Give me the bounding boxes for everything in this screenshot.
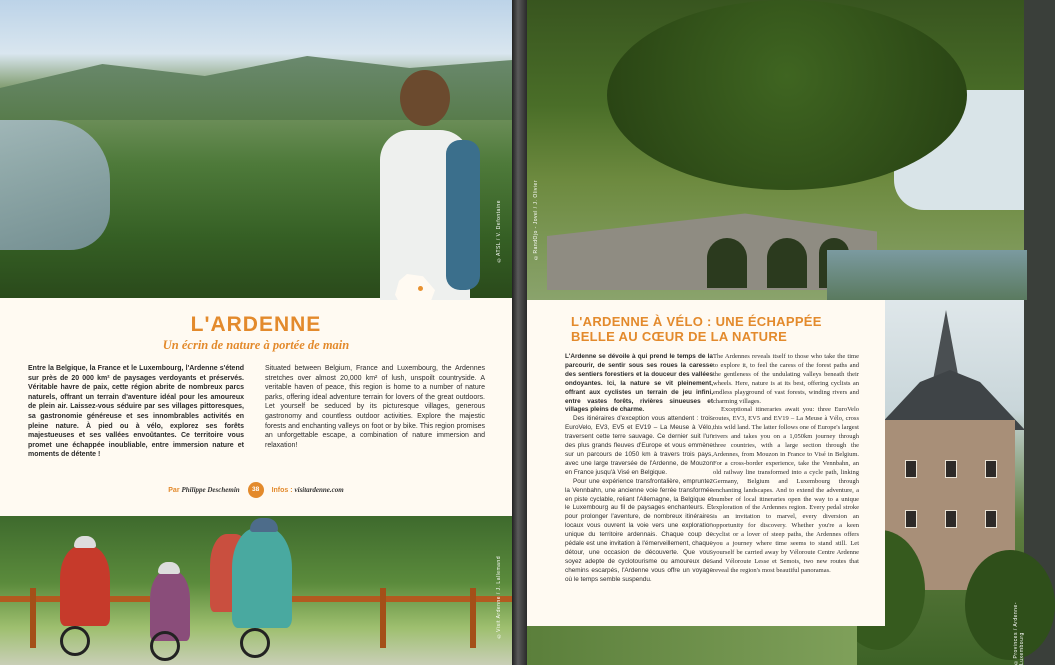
photo-family-cycling — [0, 516, 512, 665]
photo-bridge-arch — [707, 238, 747, 288]
cycling-text-en — [713, 353, 859, 576]
cycling-text-fr — [565, 353, 713, 585]
photo-stone-bridge — [527, 0, 1024, 300]
left-page — [0, 0, 512, 665]
photo-window — [985, 510, 997, 528]
intro-text-en: Situated between Belgium, France and Luxembourg, the Ardennes stretches over almost 20,000 km² of lush, unspoilt countryside. A veritable haven of peace, this region is home to a number of nature parks, offering ideal adventure terrain for lovers of the great outdoors. Let yourself be seduced by its picturesque villages, generous gastronomy and countless outdoor activities. Explore the majestic forests and enchanting valleys on foot or by bike. This region promises an unforgettable escape, a combination of nature immersion and relaxation! — [265, 365, 485, 449]
photo-helmet — [250, 518, 278, 532]
byline-prefix: Par — [168, 486, 180, 494]
section-title-line1: L'ARDENNE À VÉLO : UNE ÉCHAPPÉE — [571, 314, 822, 329]
page-gutter — [512, 0, 527, 665]
intro-text-fr: Entre la Belgique, la France et le Luxembourg, l'Ardenne s'étend sur près de 20 000 km² de paysages verdoyants et préservés. Véritable havre de paix, cette région abrite de nombreux parcs naturels, offrant un terrain d'aventure idéal pour les amoureux de plein air. Laissez-vous séduire par ses villages pittoresques, sa gastronomie généreuse et ses innombrables activités en pleine nature. À pied ou à vélo, explorez ses forêts majestueuses et ses vallées envoûtantes. Ce territoire vous promet une échappée inoubliable, entre immersion nature et moments de détente ! — [28, 365, 244, 459]
photo-tree — [965, 550, 1055, 660]
photo-window — [905, 460, 917, 478]
article-subtitle: Un écrin de nature à portée de main — [162, 338, 350, 352]
article-title: L'ARDENNE — [190, 313, 322, 336]
hiker-head — [400, 70, 450, 126]
photo-rider — [150, 571, 190, 641]
byline — [0, 482, 512, 498]
cycling-fr-paragraph: Pour une expérience transfrontalière, empruntez la Vennbahn, une ancienne voie ferrée transformée en piste cyclable, reliant l'Allemagne, la Belgique et le Luxembourg au fil de paysages enchanteurs. Et pour prolonger l'aventure, de nombreux itinéraires locaux vous ouvrent la voie vers une exploration unique du territoire ardennais. Chaque coup de pédale est une invitation à l'émerveillement, chaque détour, une occasion de découverte. Que vous soyez adepte de cyclotourisme ou amoureux des chemins escarpés, l'Ardenne vous offre un voyage où le temps semble suspendu. — [565, 477, 713, 583]
photo-helmet — [158, 562, 180, 574]
photo-water — [827, 250, 1027, 300]
map-location-dot — [418, 286, 423, 291]
photo-rider-child — [232, 528, 292, 628]
photo-window — [945, 510, 957, 528]
photo-credit-top-right: ©RandOjo - Jovel / J. Olivier — [533, 180, 539, 260]
section-title — [571, 314, 871, 344]
photo-rider — [60, 546, 110, 626]
section-title-line2: BELLE AU CŒUR DE LA NATURE — [571, 329, 788, 344]
photo-bottom-strip — [527, 626, 857, 665]
photo-helmet — [74, 536, 96, 548]
photo-river — [0, 120, 110, 250]
photo-window — [945, 460, 957, 478]
photo-fence-post — [470, 588, 476, 648]
cycling-fr-lead: L'Ardenne se dévoile à qui prend le temps de la parcourir, de sentir sous ses roues la caresse des sentiers forestiers et la douceur des vallées ondoyantes. Ici, la nature se vit pleinement, offrant aux cyclistes un terrain de jeu infini, entre vastes forêts, rivières sinueuses et villages pleins de charme. — [565, 353, 713, 414]
photo-window — [985, 460, 997, 478]
page-number-badge: 38 — [248, 482, 264, 498]
photo-wheel — [240, 628, 270, 658]
right-page — [527, 0, 1024, 665]
cycling-en-paragraph: Exceptional itineraries await you: three EuroVelo routes, EV3, EV5 and EV19 – La Meuse à Vélo, cross this wild land. The latter follows one of Europe's largest rivers and takes you on a 1,050km journey through three countries, with a large section through the Ardennes, from Mouzon in France to Visé in Belgium. For a cross-border experience, take the Vennbahn, an old railway line transformed into a cycle path, linking Germany, Belgium and Luxembourg through enchanting landscapes. And to extend the adventure, a number of local itineraries open the way to a unique exploration of the Ardennes region. Every pedal stroke is an invitation to marvel, every diversion an opportunity for discovery. Whether you're a keen cyclist or a lover of steep paths, the Ardennes offers you a journey where time seems to stand still. Let yourself be carried away by Véloroute Centre Ardenne and Véloroute Lesse et Semois, two new routes that reveal the region's most beautiful panoramas. — [713, 406, 859, 574]
photo-wheel — [60, 626, 90, 656]
cycling-fr-paragraph: Des itinéraires d'exception vous attendent : trois EuroVelo, EV3, EV5 et EV19 – La Meuse à Vélo, traversent cette terre sauvage. Ce dernier suit l'un des plus grands fleuves d'Europe et vous emmène sur un parcours de 1050 km à travers trois pays, avec une large traversée de l'Ardenne, de Mouzon en France jusqu'à Visé en Belgique. — [565, 415, 713, 476]
hero-photo-valley-hiker — [0, 0, 512, 298]
photo-bridge-arch — [767, 238, 807, 288]
website-link[interactable]: visitardenne.com — [294, 485, 344, 494]
photo-fence-post — [380, 588, 386, 648]
info-label: Infos : — [271, 486, 293, 494]
photo-credit-right: ©Provinces / Ardenne-Luxembourg — [1013, 602, 1025, 665]
photo-tree-canopy — [607, 0, 967, 190]
cycling-en-paragraph: The Ardennes reveals itself to those who take the time to explore it, to feel the caress of the forest paths and the gentleness of the undulating valleys beneath their wheels. Here, nature is at its best, offering cyclists an endless playground of vast forests, winding rivers and charming villages. — [713, 353, 859, 405]
photo-hiker — [380, 70, 480, 298]
photo-credit-top-left: ©ATSL / V. Defontaine — [496, 200, 502, 263]
photo-spire — [933, 310, 959, 380]
photo-window — [905, 510, 917, 528]
photo-fence-post — [30, 588, 36, 648]
photo-fence-right — [290, 596, 512, 602]
hiker-backpack — [446, 140, 480, 290]
photo-credit-bottom-left: ©Visit Ardenne / J. Lallemand — [496, 556, 502, 639]
author-name: Philippe Deschemin — [181, 485, 240, 494]
photo-wheel — [150, 631, 180, 661]
